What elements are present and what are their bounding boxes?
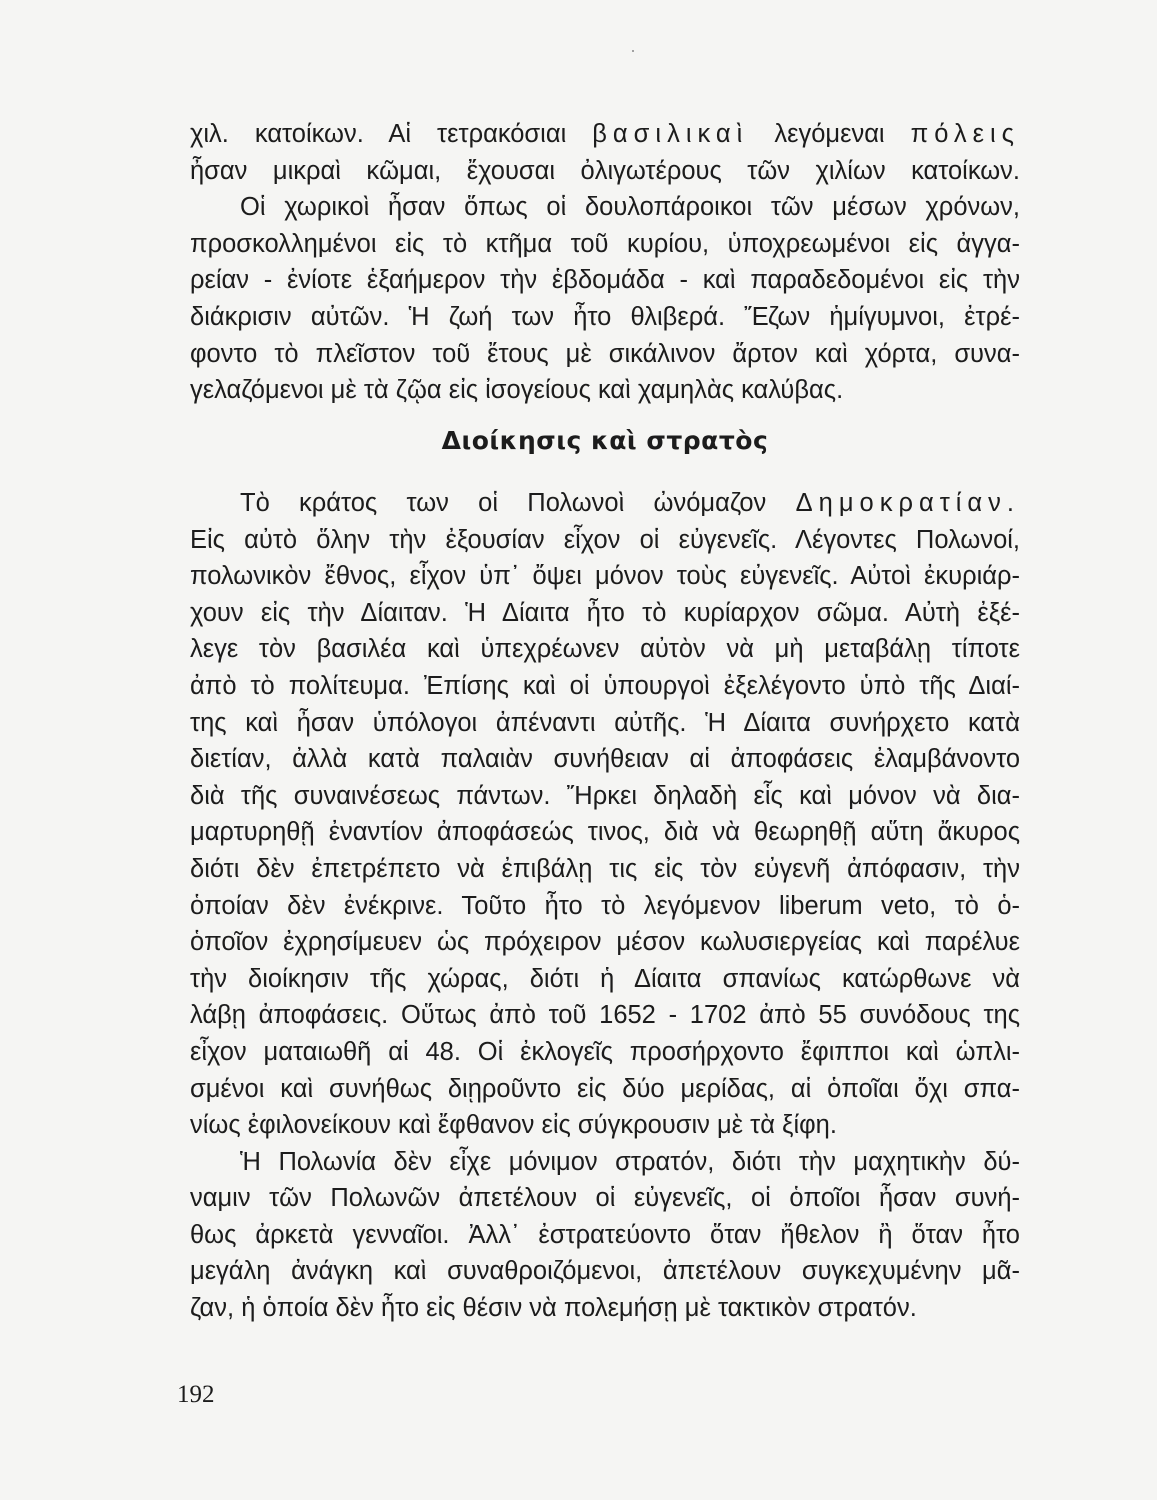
text-line: τὴν διοίκησιν τῆς χώρας, διότι ἡ Δίαιτα σπανίως κατώρθωνε νὰ [190,964,1020,993]
text-line: Εἰς αὐτὸ ὅλην τὴν ἐξουσίαν εἶχον οἱ εὐγενεῖς. Λέγοντες Πολωνοί, [190,525,1020,554]
text-line: διετίαν, ἀλλὰ κατὰ παλαιὰν συνήθειαν αἱ ἀποφάσεις ἐλαμβάνοντο [190,745,1020,774]
body-text-top [190,116,1020,409]
spaced-term: Δημοκρατίαν. [795,489,1021,517]
text-line: Τὸ κράτος των οἱ Πολωνοὶ ὠνόμαζον Δημοκρατίαν. [240,489,1021,517]
text-line: μαρτυρηθῇ ἐναντίον ἀποφάσεώς τινος, διὰ νὰ θεωρηθῇ αὕτη ἄκυρος [190,818,1020,847]
text-line: χουν εἰς τὴν Δίαιταν. Ἡ Δίαιτα ἦτο τὸ κυρίαρχον σῶμα. Αὐτὴ ἐξέ- [190,598,1020,627]
text-line: ἀπὸ τὸ πολίτευμα. Ἐπίσης καὶ οἱ ὑπουργοὶ ἐξελέγοντο ὑπὸ τῆς Διαί- [190,671,1020,700]
text-line: ὁποίαν δὲν ἐνέκρινε. Τοῦτο ἦτο τὸ λεγόμενον liberum veto, τὸ ὁ- [190,891,1020,920]
spaced-term: βασιλικαὶ [592,120,749,148]
text-line: θως ἀρκετὰ γενναῖοι. Ἀλλ᾽ ἐστρατεύοντο ὅταν ἤθελον ἢ ὅταν ἦτο [190,1220,1020,1249]
text-line: χιλ. κατοίκων. Αἱ τετρακόσιαι βασιλικαὶ λεγόμεναι πόλεις [190,120,1020,148]
text-line: ἦσαν μικραὶ κῶμαι, ἔχουσαι ὀλιγωτέρους τῶν χιλίων κατοίκων. [190,156,1020,185]
text-line: Ἡ Πολωνία δὲν εἶχε μόνιμον στρατόν, διότι τὴν μαχητικὴν δύ- [240,1147,1020,1176]
text-line: ὁποῖον ἐχρησίμευεν ὡς πρόχειρον μέσον κωλυσιεργείας καὶ παρέλυε [190,928,1020,957]
text-line: διότι δὲν ἐπετρέπετο νὰ ἐπιβάλῃ τις εἰς τὸν εὐγενῆ ἀπόφασιν, τὴν [190,854,1020,883]
spaced-term: πόλεις [910,120,1020,148]
body-text-bottom [190,485,1020,1327]
text-line: γελαζόμενοι μὲ τὰ ζῷα εἰς ἰσογείους καὶ χαμηλὰς καλύβας. [190,376,844,405]
text-line: Οἱ χωρικοὶ ἦσαν ὅπως οἱ δουλοπάροικοι τῶν μέσων χρόνων, [240,193,1020,222]
text-line: διάκρισιν αὐτῶν. Ἡ ζωή των ἦτο θλιβερά. Ἔζων ἡμίγυμνοι, ἐτρέ- [190,302,1020,331]
page-number: 192 [177,1381,215,1408]
text-line: ρείαν - ἐνίοτε ἑξαήμερον τὴν ἑβδομάδα - καὶ παραδεδομένοι εἰς τὴν [190,266,1020,295]
text-line: ναμιν τῶν Πολωνῶν ἀπετέλουν οἱ εὐγενεῖς, οἱ ὁποῖοι ἦσαν συνή- [190,1184,1020,1213]
text-line: προσκολλημένοι εἰς τὸ κτῆμα τοῦ κυρίου, ὑποχρεωμένοι εἰς ἀγγα- [190,229,1020,258]
text-line: εἶχον ματαιωθῆ αἱ 48. Οἱ ἐκλογεῖς προσήρχοντο ἔφιπποι καὶ ὡπλι- [190,1037,1020,1066]
text-line: ζαν, ἡ ὁποία δὲν ἦτο εἰς θέσιν νὰ πολεμήσῃ μὲ τακτικὸν στρατόν. [190,1294,917,1323]
text-line: σμένοι καὶ συνήθως διῃροῦντο εἰς δύο μερίδας, αἱ ὁποῖαι ὄχι σπα- [190,1074,1020,1103]
print-speck [632,50,634,52]
text-line: λεγε τὸν βασιλέα καὶ ὑπεχρέωνεν αὐτὸν νὰ μὴ μεταβάλῃ τίποτε [190,635,1020,664]
text-line: μεγάλη ἀνάγκη καὶ συναθροιζόμενοι, ἀπετέλουν συγκεχυμένην μᾶ- [190,1257,1020,1286]
text-line: διὰ τῆς συναινέσεως πάντων. Ἤρκει δηλαδὴ εἷς καὶ μόνον νὰ δια- [190,781,1020,810]
text-line: φοντο τὸ πλεῖστον τοῦ ἔτους μὲ σικάλινον ἄρτον καὶ χόρτα, συνα- [190,339,1020,368]
text-line: της καὶ ἦσαν ὑπόλογοι ἀπέναντι αὐτῆς. Ἡ Δίαιτα συνήρχετο κατὰ [190,708,1020,737]
section-heading: Διοίκησις καὶ στρατὸς [441,426,769,455]
text-line: λάβῃ ἀποφάσεις. Οὕτως ἀπὸ τοῦ 1652 - 1702 ἀπὸ 55 συνόδους της [190,1001,1020,1030]
text-line: νίως ἐφιλονείκουν καὶ ἔφθανον εἰς σύγκρουσιν μὲ τὰ ξίφη. [190,1111,837,1140]
text-line: πολωνικὸν ἔθνος, εἶχον ὑπ᾽ ὄψει μόνον τοὺς εὐγενεῖς. Αὐτοὶ ἐκυριάρ- [190,562,1020,591]
